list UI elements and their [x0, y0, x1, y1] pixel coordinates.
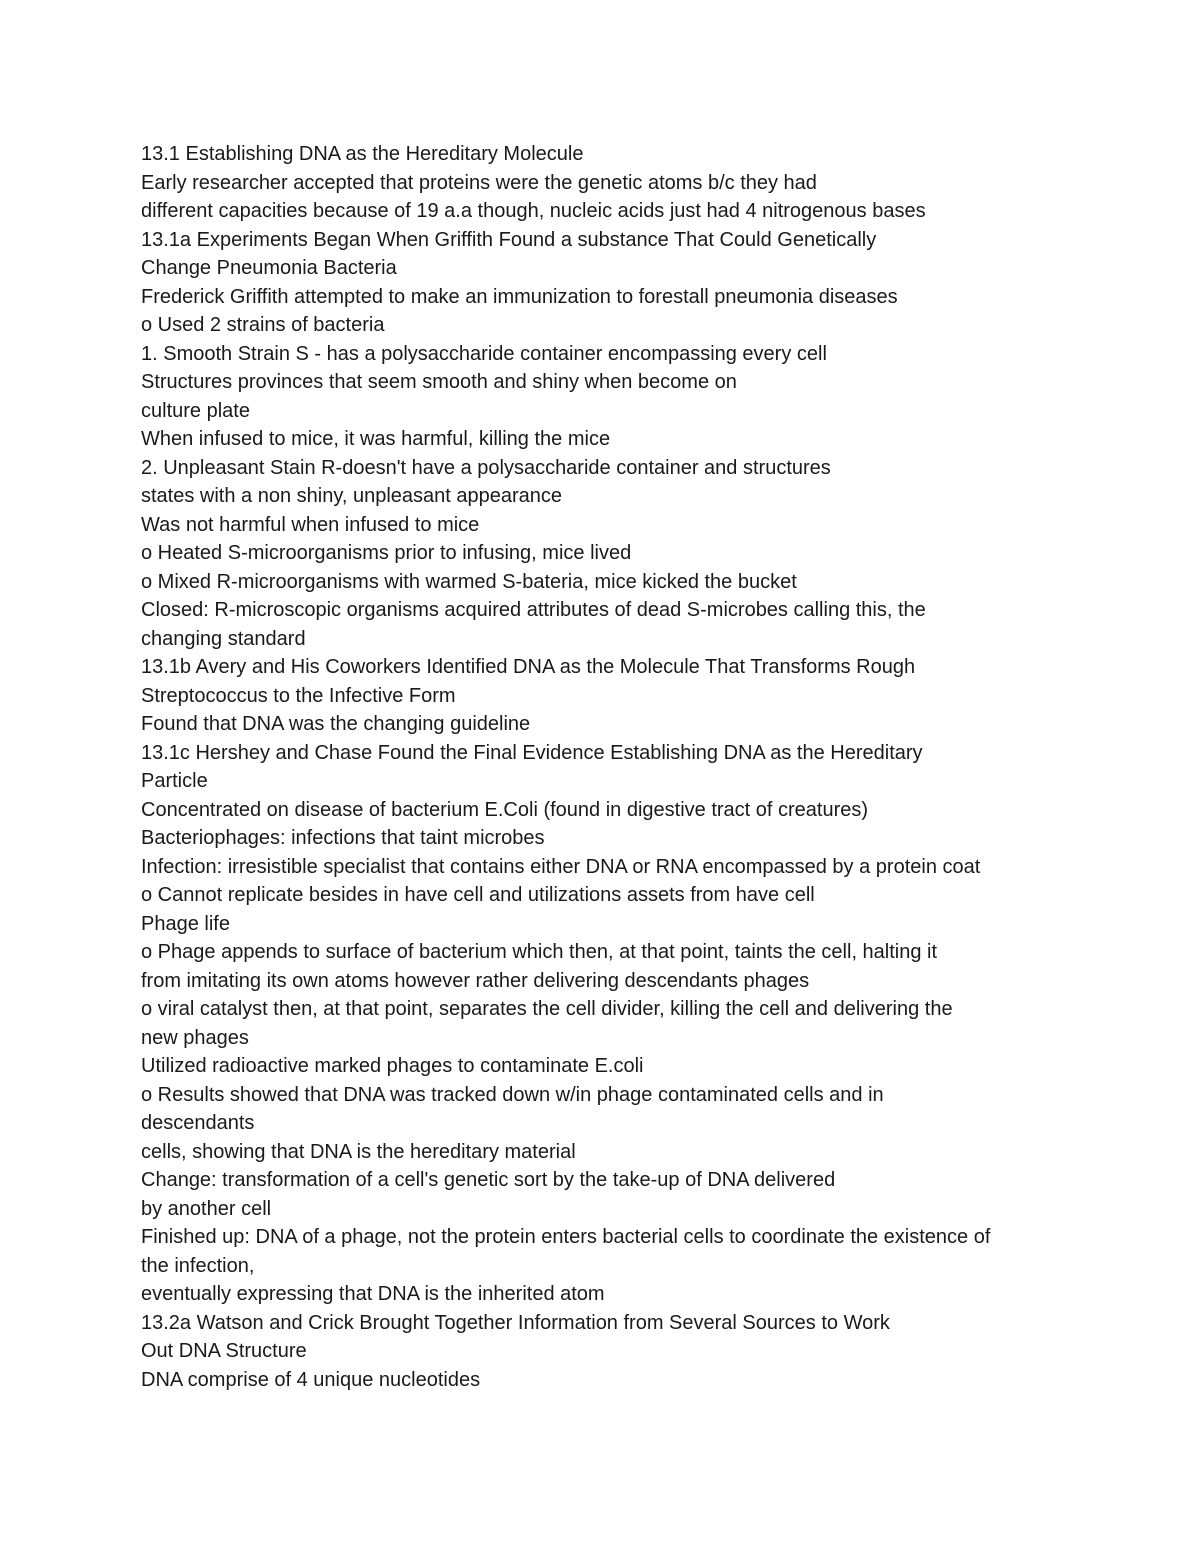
bullet-line: o Heated S-microorganisms prior to infusing, mice lived: [141, 542, 632, 564]
text-line: culture plate: [141, 399, 250, 422]
text-line: new phages: [141, 1026, 249, 1049]
text-line: Finished up: DNA of a phage, not the protein enters bacterial cells to coordinate the existence of: [141, 1226, 991, 1248]
text-line: the infection,: [141, 1254, 255, 1277]
bullet-line: o Mixed R-microorganisms with warmed S-bateria, mice kicked the bucket: [141, 570, 797, 593]
text-line: Early researcher accepted that proteins were the genetic atoms b/c they had: [141, 171, 817, 194]
text-line: Closed: R-microscopic organisms acquired attributes of dead S-microbes calling this, the: [141, 599, 926, 621]
numbered-item-2: 2. Unpleasant Stain R-doesn't have a polysaccharide container and structures: [141, 456, 831, 479]
heading-13-1a: 13.1a Experiments Began When Griffith Found a substance That Could Genetically: [141, 228, 877, 251]
heading-13-1b-cont: Streptococcus to the Infective Form: [141, 684, 456, 707]
text-line: eventually expressing that DNA is the inherited atom: [141, 1283, 605, 1305]
bullet-line: o Results showed that DNA was tracked down w/in phage contaminated cells and in: [141, 1083, 884, 1106]
bullet-line: o Cannot replicate besides in have cell and utilizations assets from have cell: [141, 884, 815, 906]
bullet-line: o Used 2 strains of bacteria: [141, 314, 385, 336]
text-line: Was not harmful when infused to mice: [141, 513, 480, 536]
heading-13-1b: 13.1b Avery and His Coworkers Identified DNA as the Molecule That Transforms Rough: [141, 656, 916, 678]
heading-13-1c-cont: Particle: [141, 770, 208, 792]
text-line: by another cell: [141, 1197, 272, 1220]
text-line: cells, showing that DNA is the hereditary material: [141, 1140, 576, 1163]
numbered-item-1: 1. Smooth Strain S - has a polysaccharide container encompassing every cell: [141, 342, 827, 365]
heading-13-1c: 13.1c Hershey and Chase Found the Final Evidence Establishing DNA as the Hereditary: [141, 741, 923, 764]
text-line: DNA comprise of 4 unique nucleotides: [141, 1368, 481, 1391]
text-line: Concentrated on disease of bacterium E.Coli (found in digestive tract of creatures): [141, 798, 869, 821]
text-line: When infused to mice, it was harmful, killing the mice: [141, 428, 611, 450]
text-line: changing standard: [141, 627, 306, 650]
document-body: [141, 140, 1071, 1394]
text-line: Phage life: [141, 912, 230, 935]
text-line: Bacteriophages: infections that taint microbes: [141, 827, 545, 849]
text-line: states with a non shiny, unpleasant appearance: [141, 485, 563, 507]
text-line: Found that DNA was the changing guideline: [141, 713, 531, 735]
heading-13-2a-cont: Out DNA Structure: [141, 1340, 307, 1362]
heading-13-2a: 13.2a Watson and Crick Brought Together Information from Several Sources to Work: [141, 1311, 890, 1334]
text-line: descendants: [141, 1112, 255, 1134]
text-line: from imitating its own atoms however rather delivering descendants phages: [141, 969, 810, 992]
bullet-line: o Phage appends to surface of bacterium which then, at that point, taints the cell, halting it: [141, 941, 938, 963]
text-line: Utilized radioactive marked phages to contaminate E.coli: [141, 1055, 644, 1077]
text-line: Change: transformation of a cell's genetic sort by the take-up of DNA delivered: [141, 1169, 836, 1191]
text-line: different capacities because of 19 a.a though, nucleic acids just had 4 nitrogenous bases: [141, 200, 926, 222]
text-line: Frederick Griffith attempted to make an immunization to forestall pneumonia diseases: [141, 285, 898, 308]
text-line: Structures provinces that seem smooth and shiny when become on: [141, 371, 737, 393]
bullet-line: o viral catalyst then, at that point, separates the cell divider, killing the cell and delivering the: [141, 998, 953, 1020]
text-line: Infection: irresistible specialist that contains either DNA or RNA encompassed by a protein coat: [141, 855, 981, 878]
heading-13-1: 13.1 Establishing DNA as the Hereditary Molecule: [141, 143, 584, 165]
heading-13-1a-cont: Change Pneumonia Bacteria: [141, 257, 397, 279]
